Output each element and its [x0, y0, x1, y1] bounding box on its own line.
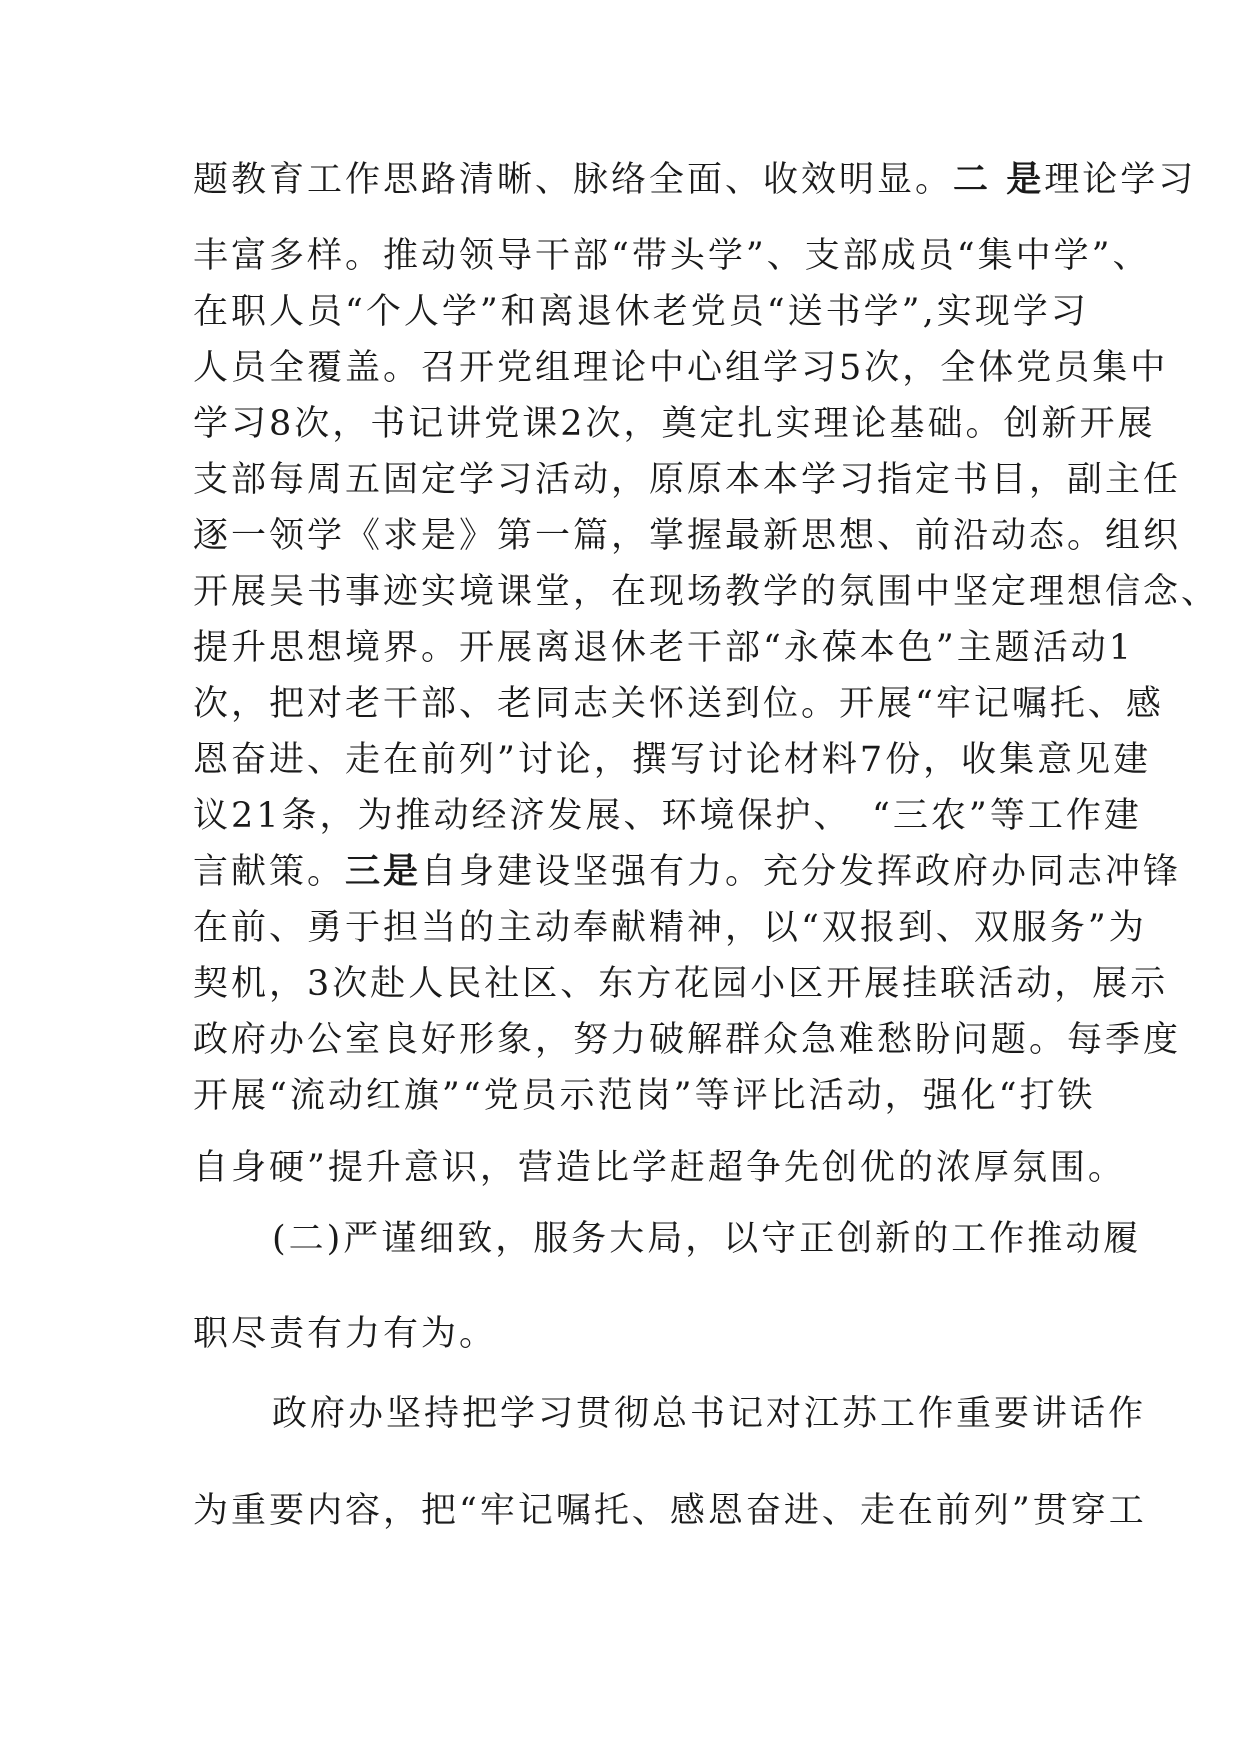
section-heading-line-2 [193, 1314, 497, 1354]
text-segment: 支部每周五固定学习活动，原原本本学习指定书目，副主任 [193, 460, 1182, 500]
paragraph-line-1 [272, 1394, 1146, 1434]
text-segment: 开展吴书事迹实境课堂，在现场教学的氛围中坚定理想信念、 [193, 572, 1220, 612]
text-line-10 [193, 684, 1164, 724]
text-segment: 次，把对老干部、老同志关怀送到位。开展“牢记嘱托、感 [193, 684, 1164, 724]
text-segment: 题教育工作思路清晰、脉络全面、收效明显。 [193, 160, 954, 200]
text-line-14 [193, 908, 1147, 948]
text-segment: 学习8次，书记讲党课2次，奠定扎实理论基础。创新开展 [193, 404, 1156, 444]
text-segment: 为重要内容，把“牢记嘱托、感恩奋进、走在前列”贯穿工 [193, 1491, 1147, 1531]
text-line-15 [193, 964, 1168, 1004]
text-line-13 [193, 852, 1181, 892]
text-line-8 [193, 572, 1219, 612]
text-segment: 丰富多样。推动领导干部“带头学”、支部成员“集中学”、 [193, 236, 1151, 276]
text-segment-bold: 三是 [345, 851, 422, 892]
section-heading-line-1 [272, 1219, 1141, 1259]
text-line-18 [193, 1148, 1126, 1188]
text-line-17 [193, 1076, 1095, 1116]
text-segment: 逐一领学《求是》第一篇，掌握最新思想、前沿动态。组织 [193, 516, 1182, 556]
text-segment: 理论学习 [1044, 160, 1197, 200]
text-line-3 [193, 292, 1089, 332]
text-line-1 [193, 160, 1196, 200]
text-segment: 契机，3次赴人民社区、东方花园小区开展挂联活动，展示 [193, 964, 1169, 1004]
text-line-9 [193, 628, 1134, 668]
text-line-16 [193, 1020, 1181, 1060]
text-segment: 政府办坚持把学习贯彻总书记对江苏工作重要讲话作 [272, 1394, 1147, 1434]
text-segment: (二)严谨细致，服务大局，以守正创新的工作推动履 [272, 1219, 1142, 1259]
text-segment-bold: 二 是 [953, 159, 1045, 200]
text-segment: 自身硬”提升意识，营造比学赶超争先创优的浓厚氛围。 [193, 1148, 1126, 1188]
text-segment: 开展“流动红旗”“党员示范岗”等评比活动，强化“打铁 [193, 1076, 1096, 1116]
text-line-12 [193, 796, 1142, 836]
text-segment: 职尽责有力有为。 [193, 1314, 498, 1354]
text-segment: 政府办公室良好形象，努力破解群众急难愁盼问题。每季度 [193, 1020, 1182, 1060]
text-segment: 自身建设坚强有力。充分发挥政府办同志冲锋 [421, 852, 1182, 892]
text-segment: 在前、勇于担当的主动奉献精神，以“双报到、双服务”为 [193, 908, 1147, 948]
text-segment: 提升思想境界。开展离退休老干部“永葆本色”主题活动1 [193, 628, 1135, 668]
text-line-11 [193, 740, 1151, 780]
text-segment: 言献策。 [193, 852, 346, 892]
text-line-5 [193, 404, 1156, 444]
text-segment: 人员全覆盖。召开党组理论中心组学习5次，全体党员集中 [193, 348, 1169, 388]
text-line-6 [193, 460, 1181, 500]
text-line-4 [193, 348, 1168, 388]
paragraph-line-2 [193, 1491, 1147, 1531]
text-segment: 恩奋进、走在前列”讨论，撰写讨论材料7份，收集意见建 [193, 740, 1152, 780]
text-line-7 [193, 516, 1181, 556]
text-segment: 在职人员“个人学”和离退休老党员“送书学”,实现学习 [193, 292, 1089, 332]
text-segment: 议21条，为推动经济发展、环境保护、 “三农”等工作建 [193, 796, 1142, 836]
text-line-2 [193, 236, 1151, 276]
